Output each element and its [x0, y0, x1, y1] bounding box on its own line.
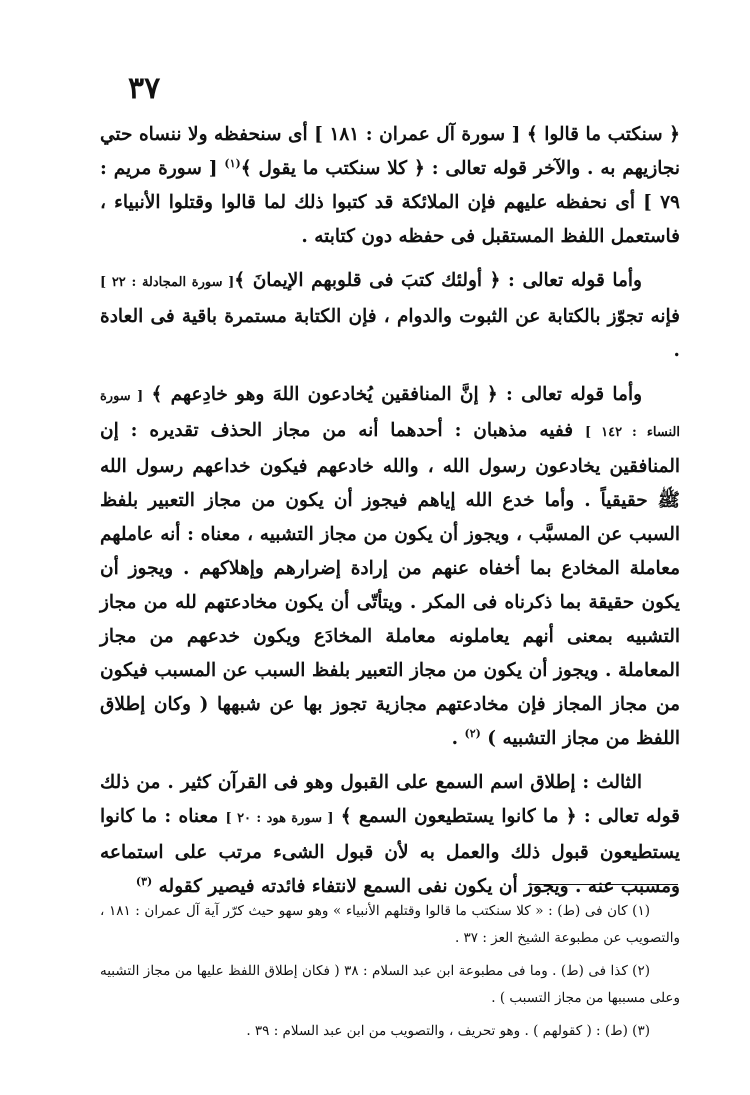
main-text [100, 118, 680, 914]
text-segment: وأما قوله تعالى : ﴿ أولئك كتبَ فى قلوبهم الإيمانَ ﴾ [234, 270, 642, 291]
footnote-ref-3[interactable]: (٣) [135, 874, 153, 888]
paragraph-1 [100, 118, 680, 254]
footnote-ref-1[interactable]: (١) [224, 156, 241, 170]
section-lead: الثالث [596, 772, 642, 793]
surah-reference: [ سورة النساء : ١٤٢ ] [100, 389, 680, 440]
text-segment: معناه : ما كانوا يستطيعون قبول ذلك والعمل به لأن قبول الشىء مرتب على استماعه ومسبب عنه . ويجوز أن يكون نفى السمع لانتفاء فائدته فيصير كقوله [100, 806, 680, 897]
text-segment: ففيه مذهبان : أحدهما أنه من مجاز الحذف تقديره : إن المنافقين يخادعون رسول الله ، والله خادعهم فيكون خداعهم رسول الله ﷺ حقيقياً . وأما خدع الله إياهم فيجوز أن يكون من مجاز التعبير بلفظ السبب عن المسبَّب ، ويجوز أن يكون من مجاز التشبيه ، معناه : أنه عاملهم معاملة المخادع بما أخفاه عنهم من إرادة إضرارهم وإهلاكهم . ويجوز أن يكون حقيقة بما ذكرناه فى المكر . ويتأتّى أن يكون مخادعتهم لله من مجاز التشبيه بمعنى أنهم يعاملونه معاملة المخادَع ويكون خدعهم من مجاز المعاملة . ويجوز أن يكون من مجاز التعبير بلفظ السبب عن المسبب فيكون من مجاز المجاز فإن مخادعتهم مجازية تجوز بها عن شبهها ( وكان إطلاق اللفظ من مجاز التشبيه ) [100, 420, 680, 749]
text-segment: [ سورة مريم : ٧٩ ] أى نحفظه عليهم فإن الملائكة قد كتبوا ذلك لما قالوا وقتلوا الأنبياء ، فاستعمل اللفظ المستقبل فى حفظه دون كتابته . [100, 158, 680, 247]
text-segment: وأما قوله تعالى : ﴿ إنَّ المنافقين يُخادعون اللهَ وهو خادِعهم ﴾ [143, 384, 643, 405]
text-segment: ﴿ سنكتب ما قالوا ﴾ [ سورة آل عمران : ١٨١ ] أى سنحفظه ولا ننساه حتي نجازيهم به . والآخر قوله تعالى : ﴿ كلا سنكتب ما يقول ﴾ [100, 124, 681, 179]
page-number: ٣٧ [128, 71, 161, 106]
footnote-ref-2[interactable]: (٢) [464, 726, 481, 740]
paragraph-3 [100, 378, 680, 756]
footnote-3: (٣) (ط) : ( كقولهم ) . وهو تحريف ، والتصويب من ابن عبد السلام : ٣٩ . [246, 1023, 650, 1039]
text-segment: . [451, 728, 465, 749]
paragraph-2 [100, 264, 680, 368]
surah-reference: [ سورة هود : ٢٠ ] [225, 811, 334, 826]
footnote-divider [528, 884, 678, 885]
footnote-2: (٢) كذا فى (ط) . وما فى مطبوعة ابن عبد السلام : ٣٨ ( فكان إطلاق اللفظ عليها من مجاز التشبيه وعلى مسببها من مجاز التسبب ) . [100, 963, 680, 1006]
text-segment: : إطلاق اسم السمع على القبول وهو فى القرآن كثير . من ذلك قوله تعالى : ﴿ ما كانوا يستطيعون السمع ﴾ [100, 772, 680, 827]
footnotes [100, 898, 680, 1051]
text-segment: فإنه تجوّز بالكتابة عن الثبوت والدوام ، فإن الكتابة مستمرة باقية فى العادة . [100, 306, 680, 361]
surah-reference: [ سورة المجادلة : ٢٢ ] [100, 275, 235, 290]
footnote-1: (١) كان فى (ط) : « كلا سنكتب ما قالوا وقتلهم الأنبياء » وهو سهو حيث كرّر آية آل عمران : ١٨١ ، والتصويب عن مطبوعة الشيخ العز : ٣٧ . [100, 903, 680, 946]
